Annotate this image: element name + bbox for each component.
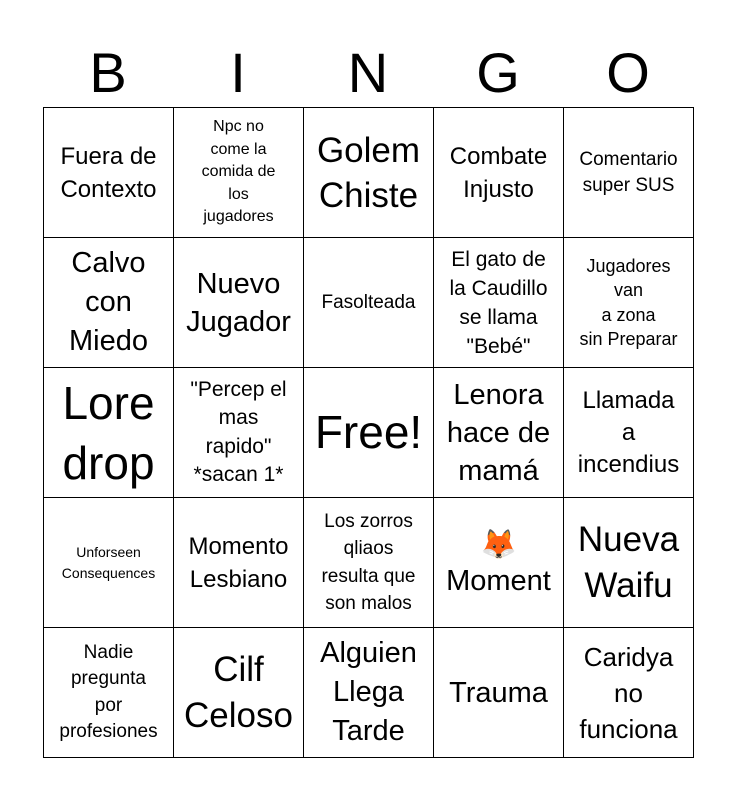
bingo-cell[interactable] bbox=[434, 368, 564, 498]
board-row bbox=[44, 498, 694, 628]
bingo-cell-text: Alguien Llega Tarde bbox=[320, 637, 417, 747]
bingo-cell-text: Fasolteada bbox=[321, 291, 416, 313]
bingo-cell-text: Lenora hace de mamá bbox=[446, 378, 551, 487]
bingo-cell-text: Combate Injusto bbox=[449, 142, 548, 203]
bingo-cell[interactable] bbox=[304, 628, 434, 758]
bingo-cell[interactable] bbox=[174, 108, 304, 238]
bingo-cell[interactable] bbox=[434, 238, 564, 368]
bingo-cell[interactable] bbox=[174, 498, 304, 628]
header-letter-b: B bbox=[89, 41, 127, 104]
bingo-cell[interactable] bbox=[304, 108, 434, 238]
bingo-cell-text: Lore drop bbox=[62, 376, 155, 489]
header-letter-o: O bbox=[606, 41, 650, 104]
bingo-cell-text: Unforseen Consequences bbox=[61, 543, 156, 581]
bingo-cell[interactable] bbox=[304, 238, 434, 368]
board-row bbox=[44, 108, 694, 238]
bingo-cell-text: Golem Chiste bbox=[316, 130, 421, 215]
bingo-cell[interactable] bbox=[564, 368, 694, 498]
bingo-cell-text: Calvo con Miedo bbox=[69, 247, 148, 357]
bingo-cell[interactable] bbox=[304, 498, 434, 628]
bingo-cell[interactable] bbox=[434, 108, 564, 238]
board-row bbox=[44, 368, 694, 498]
bingo-cell-text: Jugadores van a zona sin Preparar bbox=[579, 255, 678, 349]
bingo-cell[interactable] bbox=[44, 108, 174, 238]
bingo-cell-text: Llamada a incendius bbox=[577, 386, 680, 478]
bingo-cell[interactable] bbox=[174, 628, 304, 758]
header-letter-n: N bbox=[347, 41, 389, 104]
bingo-cell-text: Npc no come la comida de los jugadores bbox=[201, 118, 276, 226]
bingo-cell[interactable] bbox=[44, 628, 174, 758]
board-row bbox=[44, 628, 694, 758]
bingo-cell-text: Nuevo Jugador bbox=[186, 267, 291, 338]
bingo-cell-text: 🦊 Moment bbox=[446, 528, 551, 597]
bingo-cell[interactable] bbox=[174, 368, 304, 498]
bingo-cell[interactable] bbox=[564, 238, 694, 368]
bingo-cell[interactable] bbox=[564, 498, 694, 628]
bingo-cell-text: Los zorros qliaos resulta que son malos bbox=[321, 510, 416, 614]
bingo-cell[interactable] bbox=[564, 108, 694, 238]
bingo-cell[interactable] bbox=[434, 628, 564, 758]
bingo-board bbox=[43, 107, 694, 758]
board-row bbox=[44, 238, 694, 368]
bingo-cell[interactable] bbox=[564, 628, 694, 758]
bingo-cell[interactable] bbox=[434, 498, 564, 628]
bingo-cell[interactable] bbox=[44, 498, 174, 628]
bingo-cell[interactable] bbox=[174, 238, 304, 368]
bingo-cell-text: Cilf Celoso bbox=[184, 649, 293, 735]
bingo-cell[interactable] bbox=[44, 368, 174, 498]
bingo-cell-text: Comentario super SUS bbox=[579, 148, 678, 196]
bingo-cell-text: Nadie pregunta por profesiones bbox=[59, 641, 158, 742]
bingo-cell[interactable] bbox=[44, 238, 174, 368]
bingo-cell-text: El gato de la Caudillo se llama "Bebé" bbox=[449, 247, 548, 358]
bingo-cell-text: Caridya no funciona bbox=[579, 641, 678, 744]
bingo-cell-text: Nueva Waifu bbox=[577, 519, 680, 605]
bingo-cell-text: Fuera de Contexto bbox=[60, 142, 157, 203]
bingo-cell[interactable] bbox=[304, 368, 434, 498]
bingo-cell-text: Momento Lesbiano bbox=[188, 532, 289, 593]
bingo-cell-text: Free! bbox=[314, 406, 423, 458]
bingo-cell-text: "Percep el mas rapido" *sacan 1* bbox=[190, 377, 287, 486]
bingo-header bbox=[43, 40, 693, 106]
bingo-cell-text: Trauma bbox=[449, 676, 548, 709]
header-letter-g: G bbox=[476, 41, 520, 104]
header-letter-i: I bbox=[230, 41, 246, 104]
